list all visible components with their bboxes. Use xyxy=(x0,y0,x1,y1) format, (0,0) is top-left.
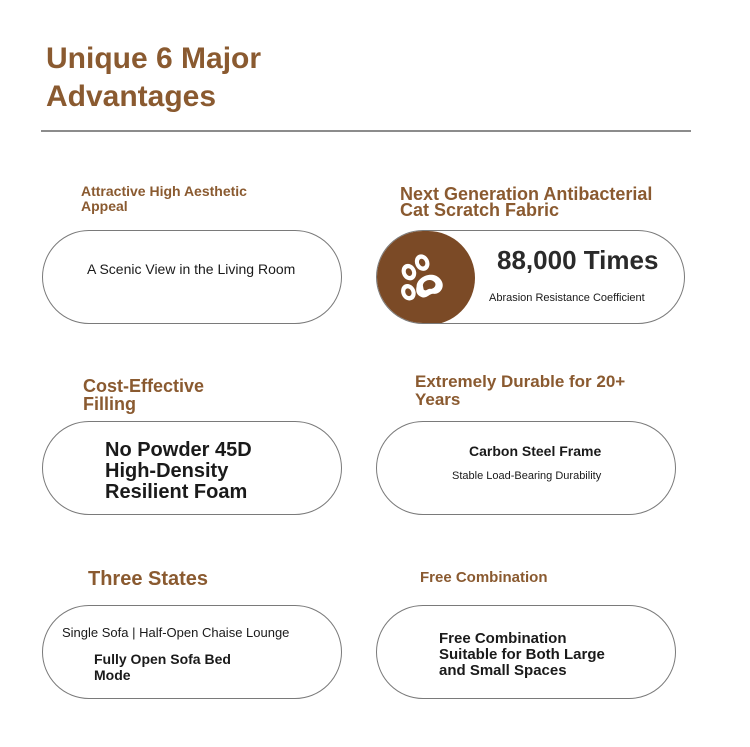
card-durable xyxy=(376,421,676,515)
abrasion-count: 88,000 Times xyxy=(497,245,659,275)
card-combination-text: Free Combination Suitable for Both Large and Small Spaces xyxy=(439,630,605,679)
card-states-bed: Fully Open Sofa Bed Mode xyxy=(94,651,231,683)
card-durable-heading: Extremely Durable for 20+ Years xyxy=(415,372,626,409)
paw-icon xyxy=(377,231,475,324)
card-combination xyxy=(376,605,676,699)
card-filling xyxy=(42,421,342,515)
card-durable-title: Carbon Steel Frame xyxy=(469,443,602,459)
card-combination-heading: Free Combination xyxy=(420,569,548,586)
card-durable-subtitle: Stable Load-Bearing Durability xyxy=(452,470,602,482)
card-states-modes: Single Sofa | Half-Open Chaise Lounge xyxy=(62,625,290,640)
card-filling-heading: Cost-Effective Filling xyxy=(83,376,205,414)
card-aesthetic xyxy=(42,230,342,324)
card-filling-text: No Powder 45D High-Density Resilient Foam xyxy=(105,439,252,503)
card-aesthetic-heading: Attractive High Aesthetic Appeal xyxy=(81,183,247,214)
paw-badge xyxy=(377,231,475,324)
card-states xyxy=(42,605,342,699)
abrasion-label: Abrasion Resistance Coefficient xyxy=(489,292,645,304)
card-states-heading: Three States xyxy=(88,568,209,590)
card-fabric xyxy=(376,230,685,324)
page-title: Unique 6 Major Advantages xyxy=(46,42,262,113)
card-aesthetic-text: A Scenic View in the Living Room xyxy=(87,261,296,277)
card-fabric-heading: Next Generation Antibacterial Cat Scratch Fabric xyxy=(400,184,653,220)
title-divider xyxy=(41,130,691,132)
